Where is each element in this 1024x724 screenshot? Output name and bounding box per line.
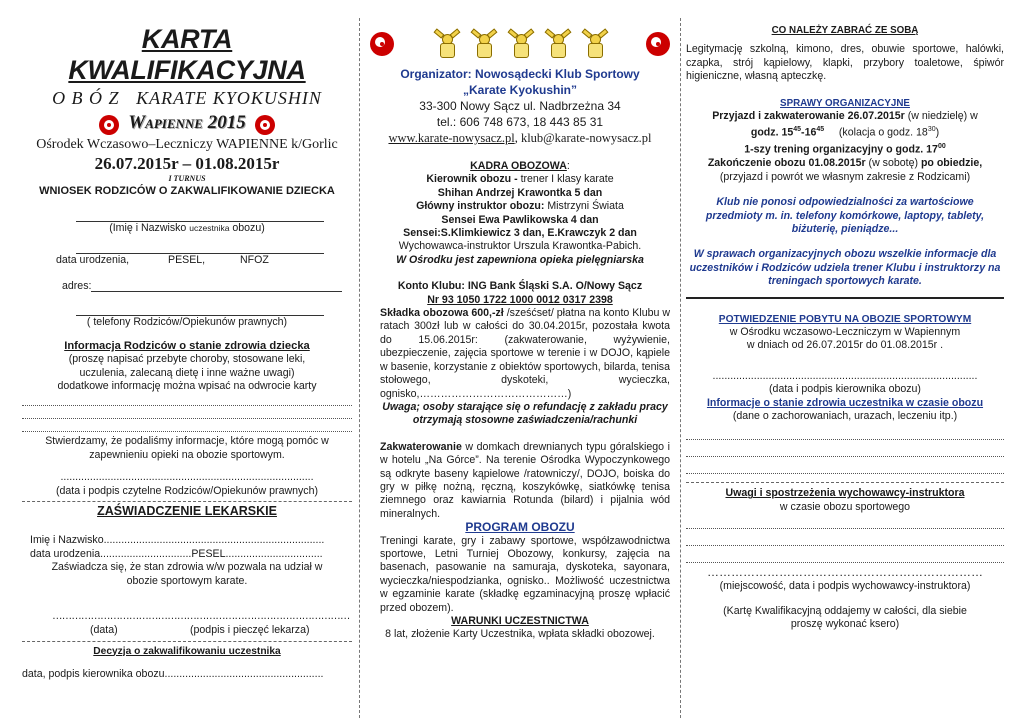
doctor-date-caption: (data) [90,623,118,636]
address-field[interactable] [91,281,342,292]
parent-statement: Stwierdzamy, że podaliśmy informacje, które mogą pomóc w zapewnieniu opieki na obozie sportowym. [45,435,329,461]
decision-heading: Decyzja o zakwalifikowaniu uczestnika [93,645,281,657]
camp-health-heading: Informacje o stanie zdrowia uczestnika w czasie obozu [706,396,984,409]
fold-line-1 [359,18,360,718]
organizer-label: Organizator: Nowosądecki Klub Sportowy [400,67,640,81]
request-heading: WNIOSEK RODZICÓW O ZAKWALIFIKOWANIE DZIECKA [39,185,335,197]
decision-line[interactable]: data, podpis kierownika obozu...................................................... [22,667,324,680]
remarks-line-2[interactable] [686,533,1004,546]
phones-caption: ( telefony Rodziców/Opiekunów prawnych) [86,316,288,329]
karate-kid-icon [434,30,458,58]
parent-sign-caption: (data i podpis czytelne Rodziców/Opiekunów prawnych) [55,484,319,497]
camp-end: Zakończenie obozu 01.08.2015r (w sobotę) po obiedzie, [707,157,983,170]
health-line-1[interactable] [22,393,352,406]
remarks-sign-line[interactable]: …………………………………………………………… [707,566,983,580]
bring-heading: CO NALEŻY ZABRAĆ ZE SOBĄ [771,25,919,36]
section-divider [22,501,352,502]
column-info [686,0,1004,724]
kyokushin-emblem-icon [370,32,394,56]
medical-heading: ZAŚWIADCZENIE LEKARSKIE [97,504,277,519]
remarks-sub: w czasie obozu sportowego [779,500,911,513]
website-link[interactable]: www.karate-nowysacz.pl [388,131,515,145]
kyokushin-emblem-icon [646,32,670,56]
info-note: W sprawach organizacyjnych obozu wszelkie informacje dla uczestników i Rodziców udziela trener Klubu i instruktorzy na treningach sportowych karate. [689,248,1001,288]
lodging-text: Zakwaterowanie w domkach drewnianych typu góralskiego i w hotelu „Na Górce”. Na terenie Ośrodka Wypoczynkowego są odkryte baseny kąpielowe /ratowniczy/, DOJO, boiska do gry w piłkę nożną, ręczną, koszykówkę, siatkówkę tenisa ziemnego oraz kawiarnia Rotunda (bilard) i pijalnia wód mineralnych. [380,440,670,520]
remarks-line-1[interactable] [686,516,1004,529]
karate-kid-icon [545,30,569,58]
kyokushin-emblem-icon [99,115,119,135]
remarks-sign-caption: (miejscowość, data i podpis wychowawcy-instruktora) [719,579,971,592]
dob-label: data urodzenia, [56,254,130,267]
address-row [62,280,342,292]
confirm-heading: POTWIEDZENIE POBYTU NA OBOZIE SPORTOWYM [718,313,972,325]
name-caption: (Imię i Nazwisko uczestnika obozu) [109,222,265,234]
karate-figures [429,30,611,58]
pesel-label: PESEL, [168,254,206,267]
health-line-3[interactable] [22,419,352,432]
confirm-sign-line[interactable]: .......................................................................................... [712,369,978,382]
doctor-sign-captions [22,624,352,638]
organizer-contact [366,130,674,146]
fold-line-2 [680,18,681,718]
medical-name-line[interactable]: Imię i Nazwisko........................................................................... [30,534,325,547]
event-name: Wapienne 2015 [128,112,246,133]
staff-line-7: W Ośrodku jest zapewniona opieka pielęgniarska [396,253,644,266]
health-note: dodatkowe informację można wpisać na odwrocie karty [57,380,317,393]
nfoz-label: NFOZ [240,254,269,267]
email-text: , klub@karate-nowysacz.pl [514,131,652,145]
return-note: (przyjazd i powrót we własnym zakresie z Rodzicami) [719,170,971,183]
confirm-line-1: w Ośrodku wczasowo-Leczniczym w Wapiennym [729,325,961,338]
staff-line-6: Wychowawca-instruktor Urszula Krawontka-Pabich. [398,240,642,253]
karate-kid-icon [582,30,606,58]
health-heading: Informacja Rodziców o stanie zdrowia dziecka [64,339,310,352]
fee-note: Uwaga; osoby starające się o refundację z zakładu pracy otrzymają stosowne zaświadczenia/rachunki [382,400,668,427]
health-line-2[interactable] [22,406,352,419]
staff-line-3: Główny instruktor obozu: Mistrzyni Świata [416,200,624,213]
staff-heading: KADRA OBOZOWA: [470,160,570,172]
section-divider [686,297,1004,299]
organizer-address: 33-300 Nowy Sącz ul. Nadbrzeżna 34 [419,99,621,113]
organizer-name: „Karate Kyokushin” [462,83,578,97]
section-divider [686,482,1004,483]
camp-health-note: (dane o zachorowaniach, urazach, leczeniu itp.) [732,410,958,422]
karate-kid-icon [508,30,532,58]
column-organizer [366,0,674,724]
confirm-line-2: w dniach od 26.07.2015r do 01.08.2015r . [746,339,944,352]
arrival-time: godz. $15^{45}-16^{45}$ (kolacja o godz. $18^{30}$) [750,126,940,139]
program-heading: PROGRAM OBOZU [465,520,575,535]
dob-pesel-labels [22,254,352,268]
staff-line-2: Shihan Andrzej Krawontka 5 dan [437,186,603,199]
first-training: 1-szy trening organizacyjny o godz. $17^{00}$ [744,143,946,156]
kyokushin-emblem-icon [255,115,275,135]
staff-line-1: Kierownik obozu - trener I klasy karate [426,173,614,186]
footer-note: (Kartę Kwalifikacyjną oddajemy w całości, dla siebie proszę wykonać ksero) [723,605,967,631]
org-heading: SPRAWY ORGANIZACYJNE [780,97,910,109]
logo-strip [366,28,674,60]
staff-line-4: Sensei Ewa Pawlikowska 4 dan [441,213,599,226]
bring-text: Legitymację szkolną, kimono, dres, obuwie sportowe, halówki, czapka, strój kąpielowy, klapki, przybory toaletowe, śpiwór higieniczne, własną apteczkę. [686,43,1004,83]
address-label: adres: [62,280,92,293]
doctor-sign-line[interactable]: ………………………………………………………………………………… [52,610,350,623]
bank-account-number: Nr 93 1050 1722 1000 0012 0317 2398 [427,293,613,306]
medical-dob-line[interactable]: data urodzenia...............................PESEL................................. [30,547,323,560]
camp-health-line-1[interactable] [686,427,1004,440]
confirm-sign-caption: (data i podpis kierownika obozu) [769,383,921,396]
card-title: KARTA KWALIFIKACYJNA [68,24,306,85]
health-instructions: (proszę napisać przebyte choroby, stosowane leki, uczulenia, zalecaną dietę i inne ważne uwagi) [68,353,306,379]
event-line [22,112,352,136]
conditions-heading: WARUNKI UCZESTNICTWA [451,615,589,627]
camp-health-line-3[interactable] [686,461,1004,474]
doctor-sign-caption: (podpis i pieczęć lekarza) [190,623,310,636]
venue: Ośrodek Wczasowo–Leczniczy WAPIENNE k/Gorlic [36,137,338,152]
conditions-text: 8 lat, złożenie Karty Uczestnika, wpłata składki obozowej. [385,628,655,641]
column-qualification [22,0,352,724]
remarks-heading: Uwagi i spostrzeżenia wychowawcy-instruktora [725,487,965,500]
organizer-phone: tel.: 606 748 673, 18 443 85 31 [436,115,604,129]
turnus: I TURNUS [168,174,206,183]
staff-line-5: Sensei:S.Klimkiewicz 3 dan, E.Krawczyk 2 dan [403,227,637,240]
karate-kid-icon [471,30,495,58]
bank-line-1: Konto Klubu: ING Bank Śląski S.A. O/Nowy Sącz [397,280,643,293]
camp-subtitle: O B Ó Z KARATE KYOKUSHIN [52,88,322,108]
camp-dates: 26.07.2015r – 01.08.2015r [94,154,280,173]
arrival-line: Przyjazd i zakwaterowanie 26.07.2015r (w niedzielę) w [712,110,978,123]
parent-sign-line[interactable]: ...................................................................................... [60,471,314,484]
program-text: Treningi karate, gry i zabawy sportowe, współzawodnictwa sportowe, Letni Turniej Obozowy, konkursy, zajęcia na basenach, pasowanie na samuraja, dyskoteka, sayonara, wycieczka/niespodzianka, ognisko.. Możliwość uczestnictwa w egzaminie karate (składkę egzaminacyjną proszę wpłacić przed obozem). [380,534,670,614]
camp-health-line-2[interactable] [686,444,1004,457]
remarks-line-3[interactable] [686,550,1004,563]
liability-note: Klub nie ponosi odpowiedzialności za wartościowe przedmioty m. in. telefony komórkowe, laptopy, tablety, biżuterię, pieniądze... [705,196,985,235]
section-divider [22,641,352,642]
fee-text: Składka obozowa 600,-zł /sześćset/ płatna na konto Klubu w ratach 300zł lub w całości do 30.04.2015r, pozostała kwota do 15.06.2015r: (zakwaterowanie, wyżywienie, ubezpieczenie, zajęcia sportowe w terenie i w DOJO, kąpiele w basenie, korzystanie z obiektów sportowych, bilarda, tenisa stołowego, dyskoteki, wycieczka, ognisko,……………………………………) [380,307,671,400]
medical-statement: Zaświadcza się, że stan zdrowia w/w pozwala na udział w obozie sportowym karate. [51,561,323,587]
